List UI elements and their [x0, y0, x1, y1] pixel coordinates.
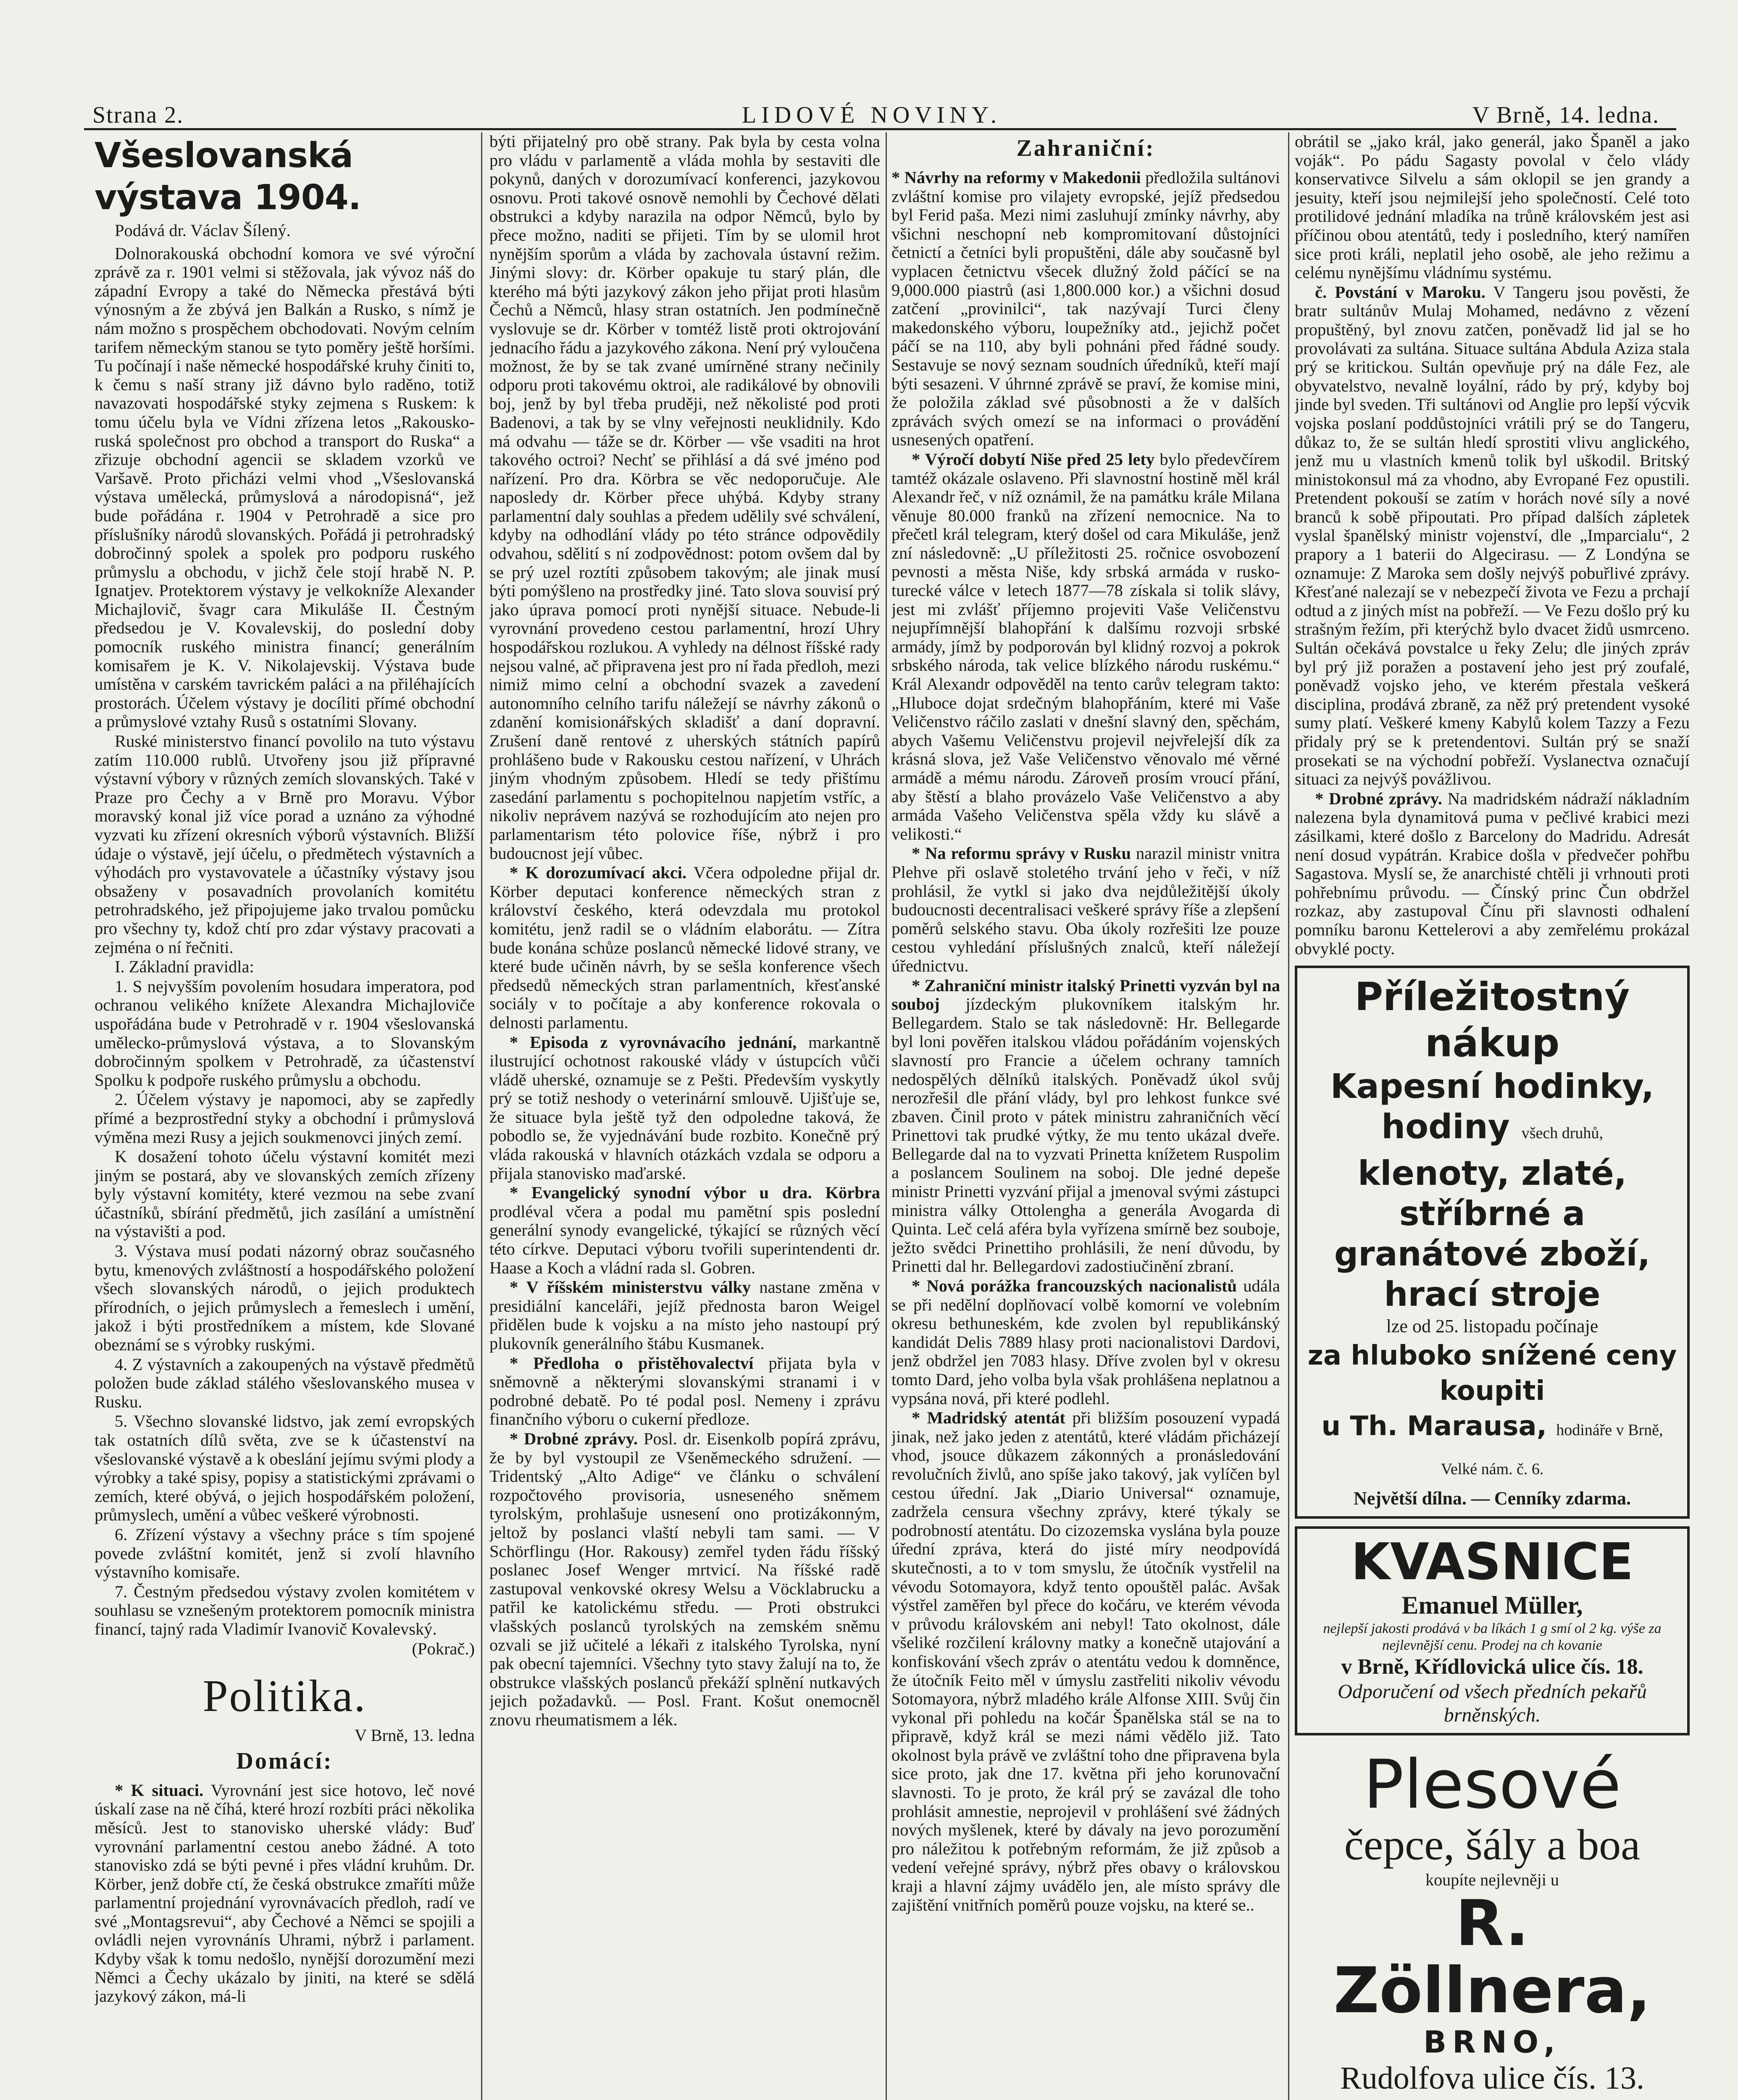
paragraph [95, 1781, 475, 2006]
dateline: V Brně, 13. ledna [354, 1726, 475, 1745]
subsection-domaci: Domácí: [236, 1748, 333, 1774]
paragraph: 1. S nejvyšším povolením hosudara imperatora, pod ochranou velikého knížete Alexandra Michajloviče uspořádána bude v Petrohradě v r. 1904 všeslovanská umělecko-průmyslová výstava, a to Slovanským dobročinným spolkem v Petrohradě, za účastenství Spolku k podpoře ruského průmyslu a obchodu. [95, 976, 475, 1089]
paragraph: 3. Výstava musí podati názorný obraz současného bytu, kmenových zvláštností a hospodářského položení všech slovanských národů, o jejich produktech přírodních, o jejich průmyslech a řemeslech i umění, jakož i býti prostředníkem a místem, kde Slované obeznámí se s výrobky ruskými. [95, 1242, 475, 1354]
item-heading: * Drobné zprávy. [510, 1429, 638, 1448]
paragraph [489, 1278, 880, 1353]
item-heading: * Madridský atentát [912, 1408, 1065, 1428]
item-heading: * Výročí dobytí Niše před 25 lety [912, 449, 1155, 469]
item-heading: * V říšském ministerstvu války [510, 1278, 751, 1297]
paragraph [891, 844, 1280, 975]
item-text: V Tangeru jsou pověsti, že bratr sultánův Mulaj Mohamed, nedávno z vězení propuštěný, byl znovu zatčen, poněvadž lid jal se ho provolávati za sultána. Situace sultána Abdula Aziza stala prý se kritickou. Sultán opevňuje prý na dále Fez, ale obyvatelstvo, nevalně loyální, rádo by prý, kdyby boj jinde byl sveden. Tři sultánovi od Anglie pro lepší výcvik vojska poslaní poddůstojníci vrátili prý se do Tangeru, důkaz to, že se sultán hledí sprostiti vlivu anglického, jenž mu u vlastních kmenů tolik byl uškodil. Britský ministokonsul má za vhodno, aby Evropané Fez opustili. Pretendent pokouší se zatím v horách nové síly a nové branců k sobě připoutati. Pro případ dalších zápletek vyslal španělský ministr vojenství, dle „Imparcialu“, 2 prapory a 1 baterii do Algecirasu. — Z Londýna se oznamuje: Z Maroka sem došly nejvýš pobuřlivé zprávy. Křesťané nalezají se v nebezpečí života ve Fezu a prchají odtud a z jiných míst na pobřeží. — Ve Fezu došlo prý ku strašným řežím, při kterýchž bylo dvacet židů usmrceno. Sultán očekává povstalce u řeky Zelu; dle jiných zpráv byl prý již poražen a postavení jeho jest prý zoufalé, poněvadž vojsko jeho, ve kterém přestala veškerá disciplina, prodává zbraně, za něž prý pretendent vysoké sumy platí. Veškeré kmeny Kabylů kolem Tazzy a Fezu přidaly prý se k pretendentovi. Sultán prý se snaží prosekati se na východní pobřeží. Vyslanectva označují situaci za nejvýš povážlivou. [1295, 282, 1690, 789]
advertisement-watches [1295, 966, 1690, 1519]
paragraph: 7. Čestným předsedou výstavy zvolen komitétem v souhlasu se vznešeným protektorem pomocník ministra financí, tajný rada Vladimír Ivanovič Kovalevský. [95, 1582, 475, 1638]
column-rule [481, 132, 482, 2100]
paragraph [489, 1354, 880, 1429]
paragraph: býti přijatelný pro obě strany. Pak byla by cesta volna pro vládu v parlamentě a vláda mohla by sestaviti dle pokynů, daných v dorozumívací konferenci, jazykovou osnovu. Proti takové osnově nemohli by Čechové dělati obstrukci a kdyby narazila na odpor Němců, bylo by přece možno, naditi se přijeti. Tím by se ulomil hrot nynějším sporům a vláda by zachovala ústavní režim. Jinými slovy: dr. Körber opakuje tu starý plán, dle kterého má býti jazykový zákon jeho přijat proti hlasům Čechů a Němců, hlasy stran ostatních. Jen podmínečně vyslovuje se dr. Körber v tomtéž listě proti oktrojování jednacího řádu a jazykového zákona. Není prý vyloučena možnost, že by se tak zvané umírněné strany nečinily odporu proti takovému oktroi, ale radikálové by obnovili boj, jenž by byl třeba pruději, než několisté pod proti Badenovi, a tak by se vlny veřejnosti neuklidnily. Kdo má odvahu — táže se dr. Körber — vše vsaditi na hrot takového octroi? Nechť se přihlásí a dá své jméno pod nařízení. Pro dra. Körbra se věc nedoporučuje. Ale naposledy dr. Körber přece uhýbá. Kdyby strany parlamentní daly souhlas a předem udělily své schválení, kdyby na odhodlání vlády po této stránce odpovědily odvahou, sdělití s ní zodpovědnost: potom ovšem dal by se prý uzel roztíti způsobem takovým; ale jinak musí býti pomýšleno na prostředky jiné. Tato slova souvisí prý jako úprava pomocí proti nynější situace. Nebude-li vyrovnání provedeno cestou parlamentní, hrozí Uhry hospodářskou rozlukou. A vyhledy na délnost říšské rady nejsou valné, ač připravena jest pro ní řada předloh, mezi nimiž mimo celní a obchodní svazek a zavedení autonomního celního tarifu náležejí se návrhy zákonů o zdanění komisionářských skladišť a daní dopravní. Zrušení daně rentové z uherských státních papírů prohlášeno bude v Rakousku cestou nařízení, v Uhrách jiným vhodným způsobem. Hledí se tedy přištímu zasedání parlamentu s pochopitelnou napjetím vstříc, a nikoliv neprávem nazývá se rozhodujícím ato nejen pro parlamentarism této polovice říše, nýbrž i pro budoucnost její vůbec. [489, 132, 880, 863]
paragraph: Ruské ministerstvo financí povolilo na tuto výstavu zatím 110.000 rublů. Utvořeny jsou již přípravné výstavní výbory v různých zemích slovanských. Také v Praze pro Čechy a v Brně pro Moravu. Výbor moravský konal již více porad a uznáno za výhodné vyzvati ku zřízení okresních výborů výstavních. Bližší údaje o výstavě, její účelu, o předmětech výstavních a výhodách pro vystavovatele a účastníky výstavy jsou obsaženy v posavadních provolaních komitétu petrohradského, jež připojujeme jako trvalou pomůcku pro všechny ty, kdož chtí pro zdar výstavy pracovati a zejména o ní řečniti. [95, 732, 475, 957]
paragraph [489, 1033, 880, 1183]
subsection-zahranicni: Zahraniční: [1016, 135, 1155, 161]
issue-date: V Brně, 14. ledna. [1472, 102, 1659, 128]
item-text: Na madridském nádraží nákladním nalezena byla dynamitová puma v pečlivé krabici mezi zásilkami, které došlo z Barcelony do Madridu. Adresát není dosud vypátrán. Krabice došla v předvečer pohřbu Sagastova. Myslí se, že anarchisté chtěli ji vrhnouti proti pohřebnímu průvodu. — Čínský princ Čun obdržel rozkaz, aby zastupoval Čínu při slavnosti odhalení pomníku baronu Kettelerovi a aby zemřelému prokázal obvyklé pocty. [1295, 789, 1690, 958]
ad-line: za hluboko snížené ceny koupiti [1307, 1340, 1677, 1407]
item-text: udála se při nedělní doplňovací volbě komorní ve volebním okresu bethuneském, kde zvolen byl republikánský kandidát Delis 7889 hlasy proti nacionalistovi Dardovi, jenž obdržel jen 7083 hlasy. Dříve zvolen byl v okresu tomto Dard, jeho volba byla však prohlášena neplatnou a vypsána nová, při které podlehl. [891, 1276, 1280, 1408]
item-heading: * Zahraniční ministr italský Prinetti vyzván byl na souboj [891, 976, 1280, 1014]
paragraph [1295, 283, 1690, 789]
column-rule [1288, 132, 1289, 2100]
item-text: Včera odpoledne přijal dr. Körber deputaci konference německých stran z království českého, která odevzdala mu protokol komitétu, jenž radil se o vládním elaborátu. — Zítra bude konána schůze poslanců německé lidové strany, ve které bude učiněn návrh, by se sešla konference všech předsedů německých stran parlamentních, křesťanské sociály v to počítaje a aby konference rokovala o delnosti parlamentu. [489, 863, 880, 1032]
item-heading: * K situaci. [115, 1780, 204, 1800]
header-rule [84, 128, 1676, 130]
column-1 [95, 132, 475, 2100]
paragraph [891, 1277, 1280, 1408]
item-heading: * Nová porážka francouzských nacionalistů [912, 1276, 1237, 1296]
item-heading: * Předloha o přistěhovalectví [510, 1353, 754, 1373]
item-text: narazil ministr vnitra Plehve při oslavě stoletého trvání jeho v řeči, v níž prohlásil, že vytkl si jako dva nejdůležitější úkoly budoucnosti decentralisaci veškeré správy říše a zlepšení poměrů selského stavu. Oba úkoly rozřešiti lze pouze cestou vyhledání příslušných znalců, kteří náležejí úřednictvu. [891, 844, 1280, 975]
ad-title: Plesové [1363, 1745, 1621, 1824]
paragraph: I. Základní pravidla: [115, 957, 254, 976]
item-text: přijata byla v sněmovně a některými slovanskými stranami i v podrobné debatě. Po té podal posl. Nemeny i zprávu finančního výboru o cukerní předloze. [489, 1353, 880, 1429]
ad-line: klenoty, zlaté, stříbrné a [1357, 1154, 1627, 1234]
paragraph: 4. Z výstavních a zakoupených na výstavě předmětů položen bude základ stálého všeslovanského musea v Rusku. [95, 1354, 475, 1411]
item-heading: * Na reformu správy v Rusku [912, 844, 1131, 863]
paragraph [891, 1409, 1280, 1914]
ad-name: Emanuel Müller, [1401, 1591, 1583, 1620]
ad-title: Příležitostný nákup [1354, 974, 1630, 1066]
advertisement-hats [1295, 1743, 1690, 2100]
column-3 [891, 132, 1280, 2100]
paragraph [891, 976, 1280, 1276]
paragraph: K dosažení tohoto účelu výstavní komitét mezi jiným se postará, aby ve slovanských zemích zřízeny byly výstavní komitéty, které vezmou na sebe zvaní účastníků, sbírání předmětů, jich zasílání a umístnění na výstavišti a pod. [95, 1147, 475, 1241]
ad-line: nejlepší jakosti prodává v ba líkách 1 g smí ol 2 kg. výše za nejlevnější cenu. Prodej na ch kovanie [1323, 1621, 1662, 1654]
ad-name: R. Zöllnera, [1333, 1887, 1651, 2028]
item-text: při bližším posouzení vypadá jinak, než jako jeden z atentátů, které vládám přicházejí vhod, jsouce důkazem zákonných a pronásledování revolučních živlů, ano spíše jako takový, jak vylíčen byl cestou úřední. Jak „Diario Universal“ oznamuje, zadržela censura všechny zprávy, které týkaly se podrobností atentátu. Do cizozemska vyslána byla pouze úřední zpráva, která do jisté míry neodpovídá skutečnosti, a to v tom smyslu, že útočník vystřelil na vévodu Sotomayora, když tento opouštěl palác. Avšak výstřel zaměřen byl přece do kočáru, ve kterém vévoda v průvodu královském ani nebyl! Tato okolnost, dále všeliké rozčilení královny matky a konečně utajování a konfiskování všech zpráv o atentátu vedou k domněnce, že útočník Feito měl v úmyslu zastřeliti nikoliv vévodu Sotomayora, nýbrž mladého krále Alfonse XIII. Svůj čin vykonal při pohledu na kočár Španělska stál se na to připravě, když král se mezi námi vědělo již. Tato okolnost byla právě ve zvláštní toho dne připravena byla sice proto, jak dne 17. května při jeho korunovační slavnosti. To je proto, že král prý se zavázal dle toho prohlásit amnestie, neprojevil v prohlášení své žádných nových myšlenek, které by dávaly na jevo porozumění pro náležitou k potřebným reformám, že již způsob a vedení veřejné správy, nýbrž přes obavy o královskou kraji a hlavní zájmy uvádělo jen, ale místo správy dle zajištění vnitřních poměrů pouze vojsku, na které se.. [891, 1408, 1280, 1914]
column-4 [1295, 132, 1690, 2100]
ad-line: Odporučení od všech předních pekařů brněnských. [1338, 1680, 1647, 1727]
ad-line: granátové zboží, hrací stroje [1334, 1234, 1651, 1314]
ad-address: Rudolfova ulice čís. 13. [1340, 2061, 1644, 2096]
column-rule [886, 132, 887, 2100]
item-text: prodléval včera a podal mu pamětní spis poslední generální synody evangelické, týkající se různých věcí této církve. Deputaci výboru tvořili superintendenti dr. Haase a Koch a vládní rada sl. Gobren. [489, 1202, 880, 1277]
item-heading: č. Povstání v Maroku. [1315, 282, 1486, 302]
item-heading: * Návrhy na reformy v Makedonii [891, 168, 1141, 187]
article-title: Všeslovanská výstava 1904. [95, 136, 361, 218]
paragraph: 2. Účelem výstavy je napomoci, aby se zapředly přímé a bezprostřední styky a obchodní i průmyslová výměna mezi Rusy a jejich soukmenovci jiných zemí. [95, 1090, 475, 1147]
paragraph [489, 864, 880, 1032]
item-heading: * K dorozumívací akci. [510, 863, 687, 882]
paragraph [891, 450, 1280, 843]
ad-line: u Th. Marausa, hodinářе v Brně, Velké nám. č. 6. [1321, 1411, 1663, 1478]
continued-note: (Pokrač.) [412, 1639, 475, 1658]
ad-city: BRNO, [1423, 2024, 1561, 2060]
column-2 [489, 132, 880, 2100]
ad-line: Největší dílna. — Cenníky zdarma. [1354, 1488, 1631, 1509]
ad-line: čepce, šály a boa [1344, 1821, 1641, 1869]
paragraph: obrátil se „jako král, jako generál, jako Španěl a jako voják“. Po pádu Sagasty povolal v čelo vlády konservativce Silvelu a sám oklopil se jen grandy a jesuity, kteří jsou nejmilejší jeho společností. Celé toto protilidové jednání mladíka na trůně královském jest asi příčinou obou atentátů, tedy i posledního, který namířen sice proti králi, neplatil jeho osobě, ale jeho režimu a celému nynějšímu vládnímu systému. [1295, 132, 1690, 282]
article-byline: Podává dr. Václav Šílený. [115, 221, 291, 240]
ad-line: koupíte nejlevněji u [1425, 1870, 1559, 1890]
paragraph [1295, 790, 1690, 958]
item-text: markantně ilustrující ochotnost rakouské vlády v ústupcích vůči vládě uherské, oznamuje se z Pešti. Především vyskytly prý se totiž neshody o veterinární smlouvě. Ujišťuje se, že situace byla ještě tyž den odpoledne taková, že pobodlo se, že vyjednávání bude rozbito. Konečně prý vláda rakouská v hlavních otázkách vzdala se odporu a přijala stanovisko maďarské. [489, 1032, 880, 1183]
item-heading: * Episoda z vyrovnávacího jednání, [510, 1032, 797, 1052]
ad-line: Kapesní hodinky, hodiny všech druhů, [1330, 1067, 1654, 1147]
paragraph: Dolnorakouská obchodní komora ve své výroční zprávě za r. 1901 velmi si stěžovala, jak vývoz náš do západní Evropy a také do Německa přestává býti výnosným a že zbývá jen Balkán a Rusko, s nímž je nám možno s prospěchem obchodovati. Novým celním tarifem německým stanou se tyto poměry ještě horšími. Tu počínají i naše německé hospodářské kruhy činiti to, k čemu s naší strany již dávno bylo raděno, totiž navazovati hospodářské styky zejmena s Ruskem: k tomu účelu byla ve Vídni zřízena letos „Rakousko-ruská společnost pro obchod a transport do Ruska“ a zřizuje obchodní agencii se skladem vzorků ve Varšavě. Proto přicházi velmi vhod „Všeslovanská výstava umělecká, průmyslová a národopisná“, jež bude pořádána r. 1904 v Petrohradě a sice pro příslušníky národů slovanských. Pořádá ji petrohradský dobročinný spolek a spolek pro podporu ruského průmyslu a obchodu, v jichž čele stojí hrabě N. P. Ignatjev. Protektorem výstavy je velkokníže Alexander Michajlovič, švagr cara Mikuláše II. Čestným předsedou je V. Kovalevskij, do poslední doby pomocník ruského ministra financí; generálním komisařem je K. V. Nikolajevskij. Výstava bude umístěna v carském tavrickém paláci a na přiléhajících prostorách. Účelem výstavy je docíliti přímé obchodní a průmyslové vztahy Rusů s ostatními Slovany. [95, 244, 475, 731]
item-text: jízdeckým plukovníkem italským hr. Bellegardem. Stalo se tak následovně: Hr. Bellegarde byl loni pověřen italskou vládou pořádáním vojenských slavností pro Francie a účelem ochrany tamních nedospělých dělníků italských. Poněvadž úkol svůj nerozřešil dle přání vlády, byl pro lehkost funkce své zbaven. Činil proto v pátek ministru zahraničních věcí Prinettovi tak prudké výtky, že mu tento ukázal dveře. Bellegarde dal na to vyzvati Prinetta knížetem Ruspolim a poslancem Soulinem na soboj. Dle jedné depeše ministr Prinetti vyzvání přijal a jmenoval svými zástupci ministra války Ottolengha a generála Avogarda di Quinta. Leč celá aféra byla vyřízena smírně bez souboje, ježto svědci Prinettiho prohlásili, že není důvodu, by Prinetti dal hr. Bellegardovi zadostiučinění zbraní. [891, 995, 1280, 1276]
paragraph: 6. Zřízení výstavy a všechny práce s tím spojené povede zvláštní komitét, jenž si zvolí hlavního výstavního komisaře. [95, 1525, 475, 1582]
paragraph [489, 1430, 880, 1730]
item-text: nastane změna v presidiální kanceláři, jejíž přednosta baron Weigel přidělen bude k vojsku a na místo jeho nastoupí prý plukovník generálního štábu Kusmanek. [489, 1278, 880, 1353]
ad-title: KVASNICE [1351, 1533, 1634, 1592]
item-text: předložila sultánovi zvláštní komise pro vilajety evropské, jejíž předsedou byl Ferid paša. Mezi nimi zasluhují zmínky návrhy, aby všichni neschopní neb kompromitovaní důstojníci četnictí a četníci byli propuštěni, dále aby současně byl vyplacen četnictvu všecek dlužný žold páčící se na 9,000.000 piastrů (asi 1,800.000 kor.) a všichni dosud zatčení „provinilci“, tak nazývají Turci členy makedonského výboru, loupežníky atd., jejichž počet páčí se na 110, aby byli pohnáni před řádné soudy. Sestavuje se nový seznam soudních úředníků, kteří mají býti sesazeni. V úhrnné zprávě se praví, že komise mini, že položila základ své působnosti a že v dalších zprávách svých omezí se na informaci o provádění usnesených opatření. [891, 168, 1280, 449]
item-heading: * Evangelický synodní výbor u dra. Körbra [510, 1183, 880, 1202]
ad-address: v Brně, Křídlovická ulice čís. 18. [1341, 1655, 1643, 1679]
paragraph [489, 1184, 880, 1277]
advertisement-yeast [1295, 1526, 1690, 1735]
ad-line: lze od 25. listopadu počínaje [1386, 1316, 1599, 1337]
section-title-politika: Politika. [202, 1671, 367, 1722]
item-text: Vyrovnání jest sice hotovo, leč nové úskalí zase na ně číhá, které hrozí rozbíti práci několika měsíců. Jest to stanovisko uherské vlády: Buď vyrovnání parlamentní cestou anebo žádné. A toto stanovisko zdá se býti pevné i přes vládní kruhům. Dr. Körber, jenž dobře ctí, že česká obstrukce zmaříti může parlamentní projednání vyrovnávacích předloh, radí ve své „Montagsrevui“, aby Čechové a Němci se spojili a ovládli nejen vyrovnánís Uhrami, nýbrž i parlament. Kdyby však k tomu nedošlo, nynější dorozumění mezi Němci a Čechy ukázalo by jiniti, na které se sdělá jazykový zákon, má-li [95, 1780, 475, 2006]
item-text: bylo předevčírem tamtéž okázale oslaveno. Při slavnostní hostině měl král Alexandr řeč, v níž oznámil, že na památku krále Milana věnuje 80.000 franků na zřízení nemocnice. Na to přečetl král telegram, který došel od cara Mikuláše, jenž zní následovně: „U příležitosti 25. ročnice osvobození pevnosti a města Niše, kdy srbská armáda v rusko-turecké válce v letech 1877—78 získala si tolik slávy, jest mi zvlášť příjemno projeviti Vaše Veličenstvu nejupřímnější blahopřání k dalšímu rozvoji srbské armády, jímž by podporován byl klidný rozvoj a pokrok srbského národa, tak velice blízkého národu ruskému.“ Král Alexandr odpověděl na tento carův telegram takto: „Hluboce dojat srdečným blahopřáním, které mi Vaše Veličenstvo ráčilo zaslati v dnešní slavný den, spěchám, abych Vašemu Veličenstvu projevil nejvřelejší dík za krásná slova, jež Vaše Veličenstvo věnovalo mé věrné armádě a mému národu. Zároveň prosím vroucí přání, aby štěstí a blaho provázelo Vaše Veličenstvo a aby armáda Vašeho Veličenstva spěla vždy ku slávě a velikosti.“ [891, 449, 1280, 843]
paragraph: 5. Všechno slovanské lidstvo, jak zemí evropských tak ostatních dílů světa, zve se k účastenství na všeslovanské výstavě a k obeslání jejímu svými plody a výrobky a také spisy, popisy a statistickými zprávami o zemích, které obývá, o jejich hospodářském položení, průmyslech, umění a vůbec veškeré výrobnosti. [95, 1412, 475, 1525]
item-heading: * Drobné zprávy. [1315, 789, 1442, 808]
masthead: LIDOVÉ NOVINY. [741, 102, 1002, 128]
paragraph [891, 168, 1280, 449]
item-text: Posl. dr. Eisenkolb popírá zprávu, že by byl vystoupil ze Všeněmeckého sdružení. — Tridentský „Alto Adige“ ve článku o schválení rozpočtového provisoria, usneseného sněmem tyrolským, prohlašuje usnesení ono protizákonným, jeltož by poslanci vlaští nebyli tam sami. — V Schörflingu (Hor. Rakousy) zemřel tyden řádu říšský poslanec Josef Wenger mrtvicí. Na říšské radě zastupoval venkovské okresy Welsu a Vöcklabrucku a patřil ke katolickému středu. — Proti obstrukci vlašských poslanců tyrolských na zemském sněmu ozvali se již učitelé a lékaři z italského Tyrolska, nyní pak obecní tajemníci. Všechny tyto stavy žalují na to, že obstrukce vlašských poslanců překáží splnění nutkavých jejich požadavků. — Posl. Frant. Košut onemocněl znovu rheumatismem a lék. [489, 1429, 880, 1729]
page-number: Strana 2. [92, 102, 184, 128]
